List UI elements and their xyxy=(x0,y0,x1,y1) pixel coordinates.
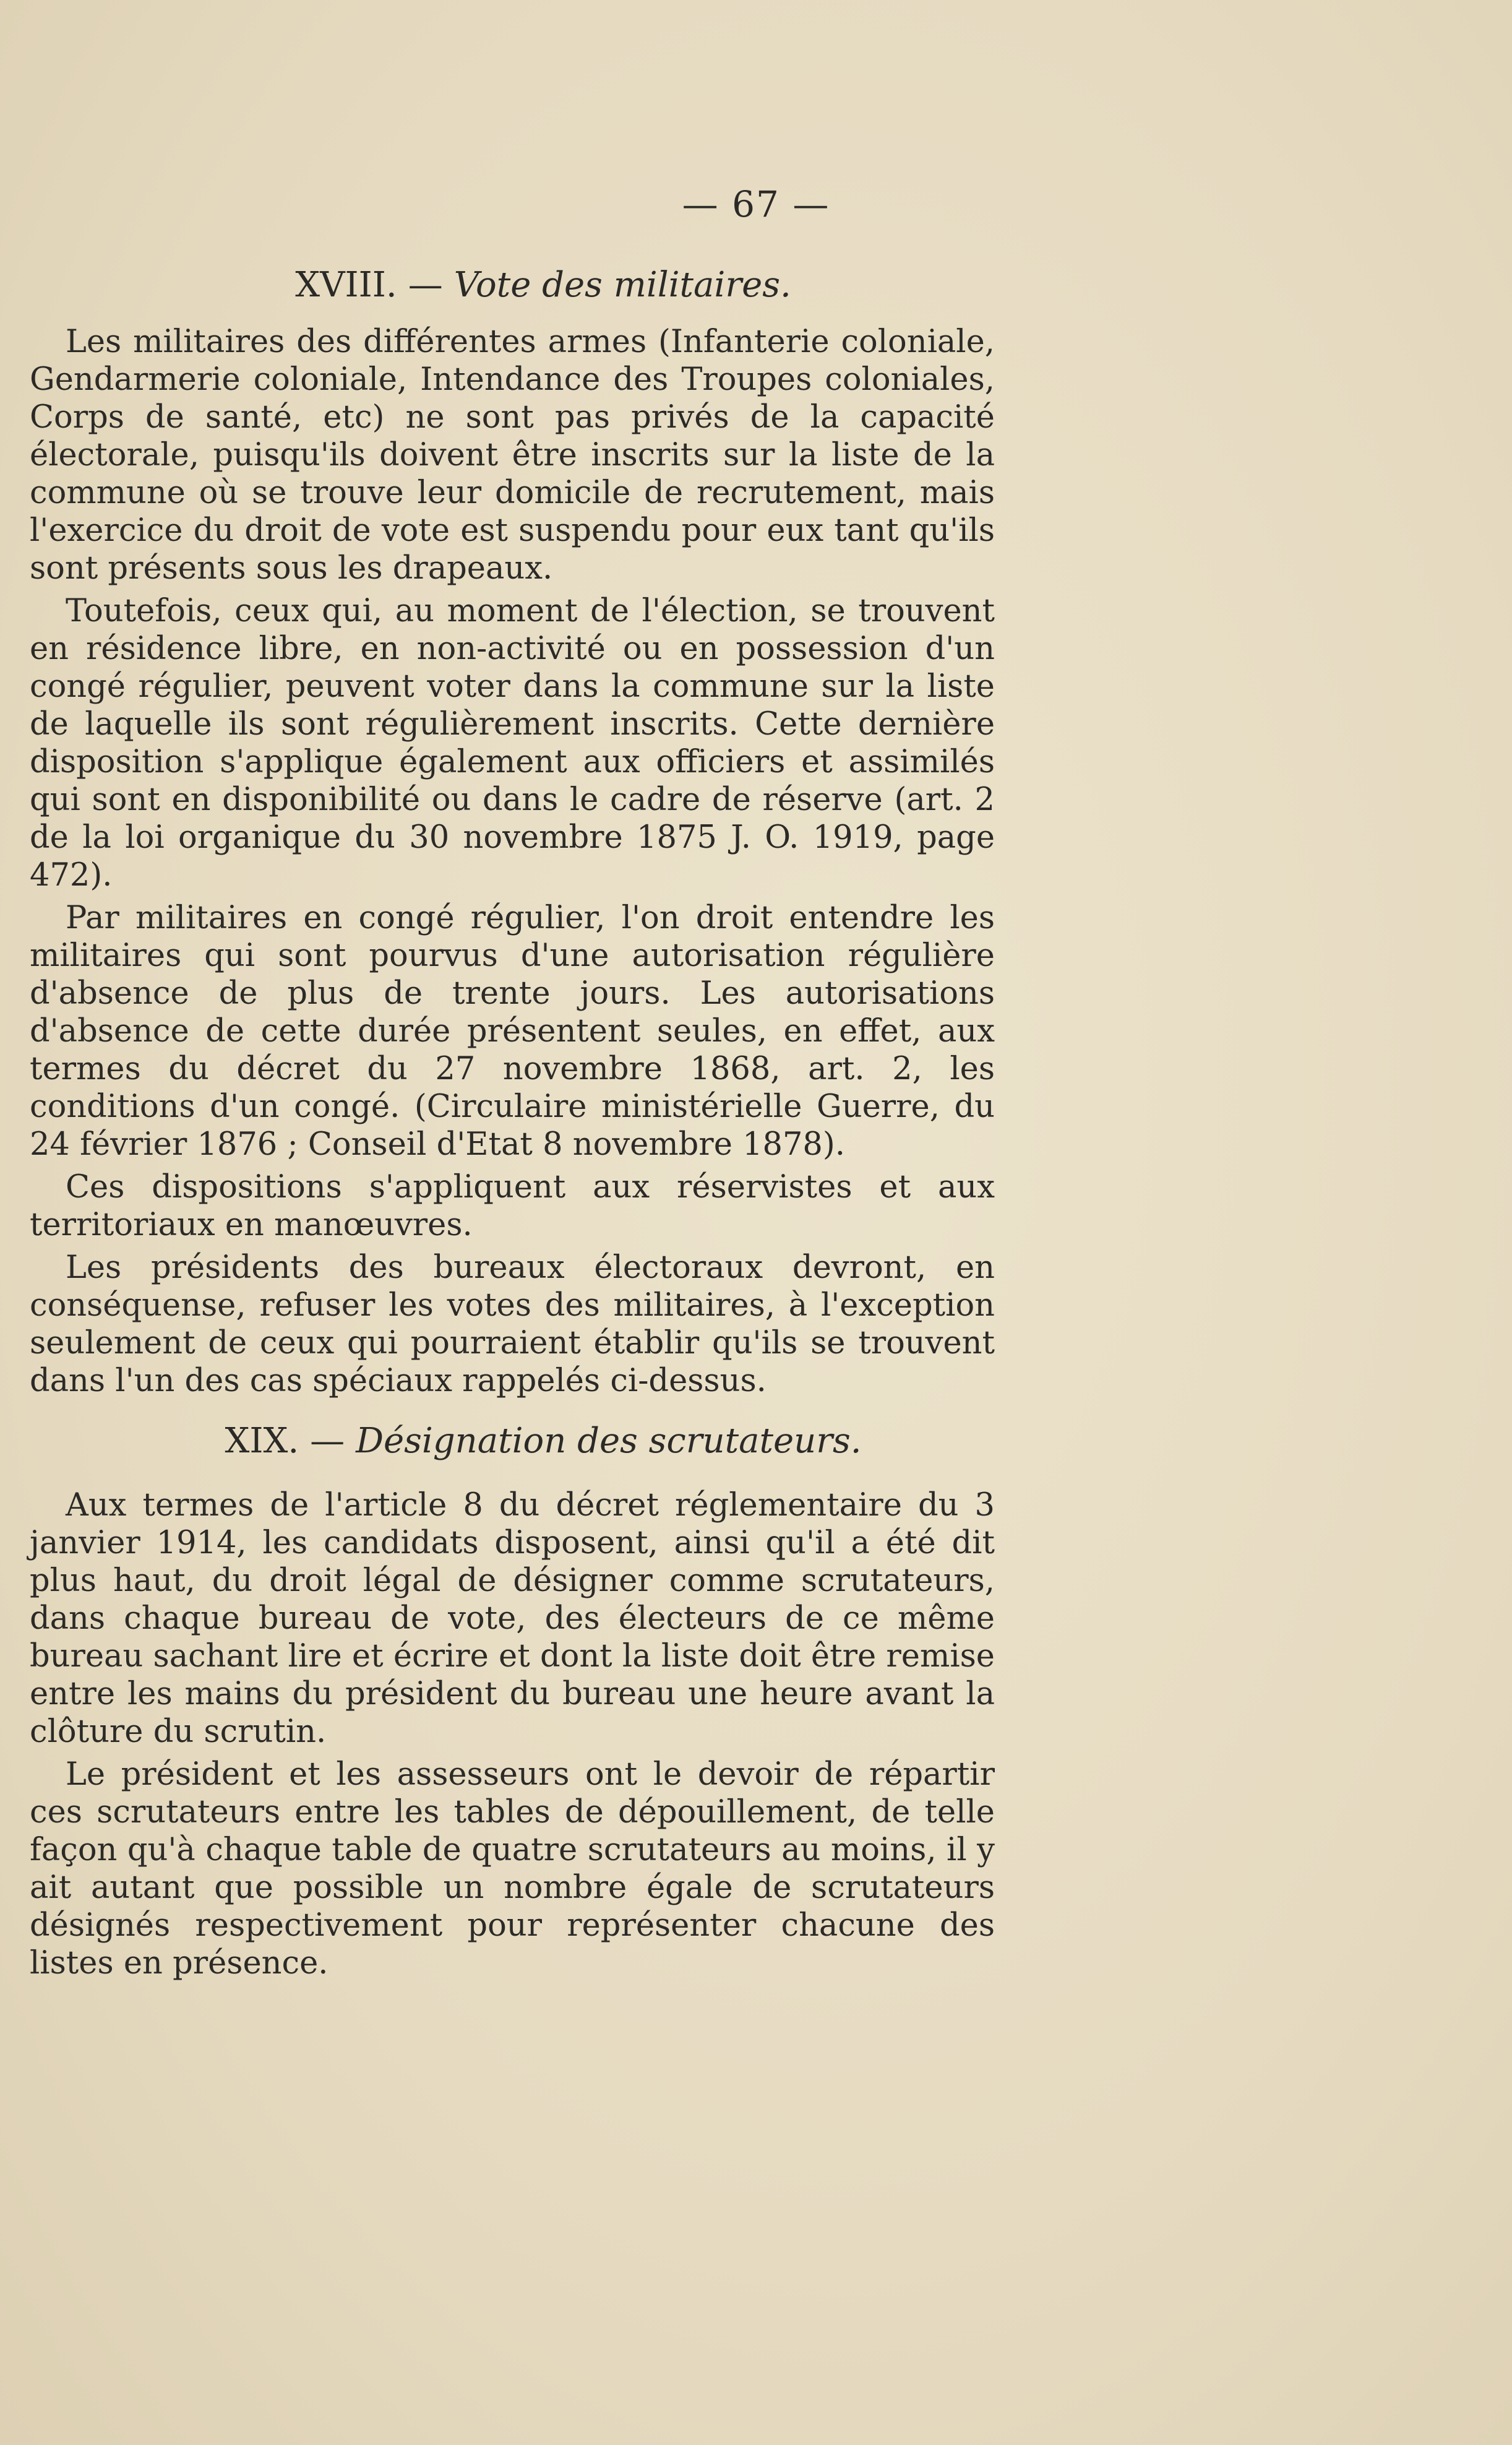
section-number: XVIII. xyxy=(295,265,397,305)
section-body-xix xyxy=(30,1486,995,1982)
section-title-xix xyxy=(30,1421,1057,1461)
section-dash: — xyxy=(408,265,443,305)
paragraph: Par militaires en congé régulier, l'on droit entendre les militaires qui sont pourvus d'une autorisation régulière d'absence de plus de trente jours. Les autorisations d'absence de cette durée présentent seules, en effet, aux termes du décret du 27 novembre 1868, art. 2, les conditions d'un congé. (Circulaire ministérielle Guerre, du 24 février 1876 ; Conseil d'Etat 8 novembre 1878). xyxy=(30,900,995,1163)
page-number: — 67 — xyxy=(682,183,830,225)
section-heading: Vote des militaires. xyxy=(453,265,791,305)
section-number: XIX. xyxy=(225,1421,299,1461)
paragraph: Les présidents des bureaux électoraux devront, en conséquense, refuser les votes des militaires, à l'exception seulement de ceux qui pourraient établir qu'ils se trouvent dans l'un des cas spéciaux rappelés ci-dessus. xyxy=(30,1249,995,1399)
section-title-xviii xyxy=(30,265,1057,305)
section-dash: — xyxy=(310,1421,345,1461)
paragraph: Ces dispositions s'appliquent aux réservistes et aux territoriaux en manœuvres. xyxy=(30,1169,995,1243)
paragraph: Toutefois, ceux qui, au moment de l'élection, se trouvent en résidence libre, en non-activité ou en possession d'un congé régulier, peuvent voter dans la commune sur la liste de laquelle ils sont régulièrement inscrits. Cette dernière disposition s'applique également aux officiers et assimilés qui sont en disponibilité ou dans le cadre de réserve (art. 2 de la loi organique du 30 novembre 1875 J. O. 1919, page 472). xyxy=(30,593,995,894)
paragraph: Aux termes de l'article 8 du décret réglementaire du 3 janvier 1914, les candidats disposent, ainsi qu'il a été dit plus haut, du droit légal de désigner comme scrutateurs, dans chaque bureau de vote, des électeurs de ce même bureau sachant lire et écrire et dont la liste doit être remise entre les mains du président du bureau une heure avant la clôture du scrutin. xyxy=(30,1487,995,1750)
section-body-xviii xyxy=(30,323,995,1400)
paragraph: Les militaires des différentes armes (Infanterie coloniale, Gendarmerie coloniale, Intendance des Troupes coloniales, Corps de santé, etc) ne sont pas privés de la capacité électorale, puisqu'ils doivent être inscrits sur la liste de la commune où se trouve leur domicile de recrutement, mais l'exercice du droit de vote est suspendu pour eux tant qu'ils sont présents sous les drapeaux. xyxy=(30,324,995,587)
paragraph: Le président et les assesseurs ont le devoir de répartir ces scrutateurs entre les tables de dépouillement, de telle façon qu'à chaque table de quatre scrutateurs au moins, il y ait autant que possible un nombre égale de scrutateurs désignés respectivement pour représenter chacune des listes en présence. xyxy=(30,1756,995,1981)
section-heading: Désignation des scrutateurs. xyxy=(356,1421,862,1461)
